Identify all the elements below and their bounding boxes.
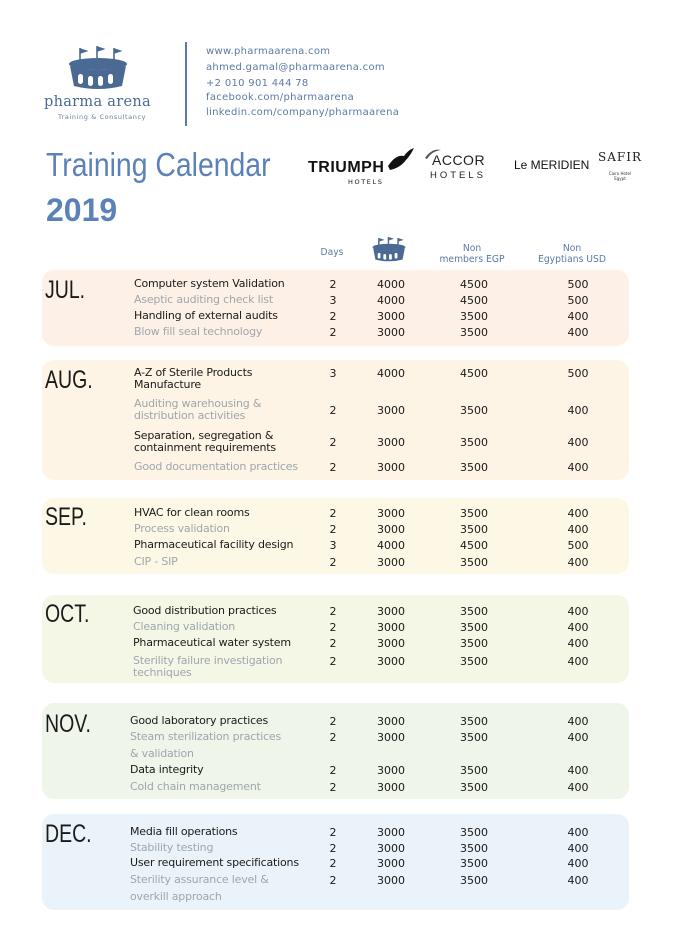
course-title[interactable] bbox=[134, 367, 252, 391]
month-label: OCT. bbox=[45, 600, 90, 628]
phone-number[interactable]: +2 010 901 444 78 bbox=[206, 78, 309, 89]
non-egyptian-usd-price: 500 bbox=[567, 294, 589, 307]
course-title[interactable] bbox=[134, 461, 298, 473]
safir-sub: Cairo Hotel Egypt bbox=[608, 171, 632, 181]
non-member-egp-price: 3500 bbox=[460, 715, 488, 728]
members-logo-icon bbox=[370, 237, 408, 263]
course-title-line: User requirement specifications bbox=[130, 856, 299, 869]
non-member-egp-price: 3500 bbox=[460, 655, 488, 668]
course-title[interactable] bbox=[130, 715, 268, 727]
member-price: 3000 bbox=[377, 461, 405, 474]
non-members-egp-header: Non members EGP bbox=[439, 243, 505, 265]
course-title[interactable] bbox=[134, 507, 250, 519]
course-days: 2 bbox=[329, 637, 337, 650]
course-title[interactable] bbox=[130, 842, 213, 854]
member-price: 3000 bbox=[377, 781, 405, 794]
non-member-egp-price: 3500 bbox=[460, 436, 488, 449]
days-header: Days bbox=[320, 247, 344, 258]
course-title[interactable] bbox=[130, 826, 237, 838]
course-title-line: distribution activities bbox=[134, 409, 246, 422]
course-days: 2 bbox=[329, 556, 337, 569]
facebook-link[interactable]: facebook.com/pharmaarena bbox=[206, 92, 355, 103]
course-days: 2 bbox=[329, 404, 337, 417]
non-member-egp-price: 3500 bbox=[460, 621, 488, 634]
course-days: 2 bbox=[329, 310, 337, 323]
member-price: 3000 bbox=[377, 326, 405, 339]
course-title[interactable] bbox=[133, 637, 291, 649]
course-title-line: Data integrity bbox=[130, 763, 204, 776]
member-price: 3000 bbox=[377, 764, 405, 777]
course-title[interactable] bbox=[134, 523, 230, 535]
course-title-line: Good documentation practices bbox=[134, 460, 298, 473]
non-member-egp-price: 3500 bbox=[460, 637, 488, 650]
course-days: 2 bbox=[329, 857, 337, 870]
non-egyptian-usd-price: 400 bbox=[567, 523, 589, 536]
member-price: 3000 bbox=[377, 731, 405, 744]
course-title-line: Cold chain management bbox=[130, 780, 261, 793]
course-title[interactable] bbox=[130, 874, 269, 903]
pharma-arena-logo-icon bbox=[66, 46, 130, 92]
website-link[interactable]: www.pharmaarena.com bbox=[206, 46, 331, 57]
course-title[interactable] bbox=[134, 430, 276, 454]
course-title[interactable] bbox=[133, 621, 235, 633]
member-price: 3000 bbox=[377, 874, 405, 887]
course-days: 2 bbox=[329, 655, 337, 668]
month-label: JUL. bbox=[45, 276, 86, 304]
course-title-line: Good laboratory practices bbox=[130, 714, 269, 727]
triumph-logo: TRIUMPH bbox=[308, 159, 385, 176]
course-days: 2 bbox=[329, 781, 337, 794]
course-title-line: Handling of external audits bbox=[134, 309, 278, 322]
course-days: 2 bbox=[329, 326, 337, 339]
course-days: 2 bbox=[329, 278, 337, 291]
email-link[interactable]: ahmed.gamal@pharmaarena.com bbox=[206, 62, 385, 73]
course-title-line: techniques bbox=[133, 666, 192, 679]
brand-tagline: Training & Consultancy bbox=[58, 113, 147, 121]
accor-logo: ACCOR bbox=[432, 152, 486, 168]
course-title-line: Manufacture bbox=[134, 378, 201, 391]
course-title-line: & validation bbox=[130, 747, 194, 760]
non-member-egp-price: 3500 bbox=[460, 874, 488, 887]
member-price: 3000 bbox=[377, 857, 405, 870]
course-title-line: A-Z of Sterile Products bbox=[134, 366, 253, 379]
non-egyptian-usd-price: 400 bbox=[567, 655, 589, 668]
non-member-egp-price: 3500 bbox=[460, 523, 488, 536]
course-title[interactable] bbox=[134, 539, 293, 551]
non-egyptian-usd-price: 400 bbox=[567, 826, 589, 839]
non-member-egp-price: 3500 bbox=[460, 764, 488, 777]
safir-logo: SAFIR bbox=[598, 150, 642, 164]
member-price: 3000 bbox=[377, 436, 405, 449]
non-egyptian-usd-price: 400 bbox=[567, 842, 589, 855]
course-title-line: overkill approach bbox=[130, 890, 222, 903]
non-egyptian-usd-price: 500 bbox=[567, 539, 589, 552]
course-days: 2 bbox=[329, 715, 337, 728]
course-title-line: CIP - SIP bbox=[134, 555, 178, 568]
non-member-egp-price: 3500 bbox=[460, 461, 488, 474]
course-title[interactable] bbox=[134, 278, 285, 290]
non-egyptians-usd-header: Non Egyptians USD bbox=[538, 243, 606, 265]
course-title-line: Auditing warehousing & bbox=[134, 397, 262, 410]
course-title[interactable] bbox=[134, 398, 261, 422]
month-label: DEC. bbox=[45, 820, 92, 848]
month-label: AUG. bbox=[45, 366, 93, 394]
non-member-egp-price: 3500 bbox=[460, 507, 488, 520]
course-title-line: Good distribution practices bbox=[133, 604, 277, 617]
non-member-egp-price: 4500 bbox=[460, 278, 488, 291]
course-title-line: Media fill operations bbox=[130, 825, 238, 838]
course-title[interactable] bbox=[130, 857, 299, 869]
member-price: 3000 bbox=[377, 637, 405, 650]
course-title[interactable] bbox=[134, 310, 278, 322]
course-title[interactable] bbox=[134, 556, 178, 568]
non-egyptian-usd-price: 400 bbox=[567, 310, 589, 323]
member-price: 3000 bbox=[377, 404, 405, 417]
course-days: 2 bbox=[329, 826, 337, 839]
page-title: Training Calendar bbox=[46, 146, 271, 183]
course-title-line: Sterility failure investigation bbox=[133, 654, 283, 667]
non-member-egp-price: 4500 bbox=[460, 367, 488, 380]
triumph-bird-icon bbox=[386, 146, 416, 172]
course-title-line: Sterility assurance level & bbox=[130, 873, 269, 886]
member-price: 3000 bbox=[377, 523, 405, 536]
course-title-line: Process validation bbox=[134, 522, 230, 535]
member-price: 3000 bbox=[377, 655, 405, 668]
month-label: SEP. bbox=[45, 503, 87, 531]
non-member-egp-price: 3500 bbox=[460, 310, 488, 323]
non-member-egp-price: 3500 bbox=[460, 556, 488, 569]
non-egyptian-usd-price: 400 bbox=[567, 637, 589, 650]
non-egyptian-usd-price: 400 bbox=[567, 404, 589, 417]
course-days: 2 bbox=[329, 842, 337, 855]
course-days: 2 bbox=[329, 621, 337, 634]
non-egyptian-usd-price: 400 bbox=[567, 781, 589, 794]
course-days: 2 bbox=[329, 605, 337, 618]
member-price: 3000 bbox=[377, 310, 405, 323]
non-member-egp-price: 4500 bbox=[460, 539, 488, 552]
non-egyptian-usd-price: 400 bbox=[567, 507, 589, 520]
non-egyptian-usd-price: 400 bbox=[567, 556, 589, 569]
course-title-line: containment requirements bbox=[134, 441, 276, 454]
non-egyptian-usd-price: 400 bbox=[567, 857, 589, 870]
non-egyptian-usd-price: 400 bbox=[567, 436, 589, 449]
member-price: 4000 bbox=[377, 278, 405, 291]
course-title-line: Blow fill seal technology bbox=[134, 325, 263, 338]
course-title[interactable] bbox=[134, 294, 273, 306]
non-egyptian-usd-price: 400 bbox=[567, 764, 589, 777]
course-days: 2 bbox=[329, 461, 337, 474]
member-price: 3000 bbox=[377, 826, 405, 839]
non-member-egp-price: 3500 bbox=[460, 404, 488, 417]
page-year: 2019 bbox=[46, 192, 118, 228]
member-price: 4000 bbox=[377, 367, 405, 380]
meridien-logo: Le MERIDIEN bbox=[514, 158, 590, 172]
course-days: 2 bbox=[329, 874, 337, 887]
course-title-line: Cleaning validation bbox=[133, 620, 236, 633]
non-egyptian-usd-price: 400 bbox=[567, 874, 589, 887]
non-member-egp-price: 3500 bbox=[460, 605, 488, 618]
non-member-egp-price: 3500 bbox=[460, 826, 488, 839]
member-price: 4000 bbox=[377, 539, 405, 552]
non-member-egp-price: 3500 bbox=[460, 857, 488, 870]
triumph-sub: HOTELS bbox=[348, 178, 384, 186]
course-title-line: Pharmaceutical facility design bbox=[134, 538, 294, 551]
course-days: 2 bbox=[329, 731, 337, 744]
non-member-egp-price: 3500 bbox=[460, 731, 488, 744]
non-egyptian-usd-price: 400 bbox=[567, 621, 589, 634]
course-title-line: Computer system Validation bbox=[134, 277, 285, 290]
course-title[interactable] bbox=[130, 731, 281, 760]
brand-name: pharma arena bbox=[44, 94, 151, 110]
member-price: 3000 bbox=[377, 556, 405, 569]
member-price: 3000 bbox=[377, 715, 405, 728]
non-egyptian-usd-price: 400 bbox=[567, 605, 589, 618]
non-member-egp-price: 4500 bbox=[460, 294, 488, 307]
course-title-line: Separation, segregation & bbox=[134, 429, 274, 442]
course-title[interactable] bbox=[134, 326, 262, 338]
non-egyptian-usd-price: 400 bbox=[567, 731, 589, 744]
non-egyptian-usd-price: 400 bbox=[567, 326, 589, 339]
accor-sub: HOTELS bbox=[430, 170, 487, 181]
course-title[interactable] bbox=[130, 781, 261, 793]
non-egyptian-usd-price: 500 bbox=[567, 278, 589, 291]
course-days: 2 bbox=[329, 507, 337, 520]
non-egyptian-usd-price: 500 bbox=[567, 367, 589, 380]
course-title[interactable] bbox=[133, 655, 282, 679]
course-title[interactable] bbox=[133, 605, 276, 617]
course-title[interactable] bbox=[130, 764, 203, 776]
course-days: 3 bbox=[329, 539, 337, 552]
member-price: 4000 bbox=[377, 294, 405, 307]
course-title-line: Pharmaceutical water system bbox=[133, 636, 291, 649]
non-member-egp-price: 3500 bbox=[460, 781, 488, 794]
course-days: 3 bbox=[329, 367, 337, 380]
course-days: 3 bbox=[329, 294, 337, 307]
member-price: 3000 bbox=[377, 621, 405, 634]
linkedin-link[interactable]: linkedin.com/company/pharmaarena bbox=[206, 107, 400, 118]
member-price: 3000 bbox=[377, 507, 405, 520]
member-price: 3000 bbox=[377, 842, 405, 855]
non-egyptian-usd-price: 400 bbox=[567, 715, 589, 728]
non-egyptian-usd-price: 400 bbox=[567, 461, 589, 474]
course-days: 2 bbox=[329, 436, 337, 449]
course-days: 2 bbox=[329, 523, 337, 536]
course-title-line: Steam sterilization practices bbox=[130, 730, 282, 743]
course-title-line: Stability testing bbox=[130, 841, 214, 854]
non-member-egp-price: 3500 bbox=[460, 842, 488, 855]
month-label: NOV. bbox=[45, 710, 91, 738]
course-days: 2 bbox=[329, 764, 337, 777]
course-title-line: HVAC for clean rooms bbox=[134, 506, 250, 519]
member-price: 3000 bbox=[377, 605, 405, 618]
non-member-egp-price: 3500 bbox=[460, 326, 488, 339]
course-title-line: Aseptic auditing check list bbox=[134, 293, 273, 306]
header-divider bbox=[185, 42, 187, 126]
